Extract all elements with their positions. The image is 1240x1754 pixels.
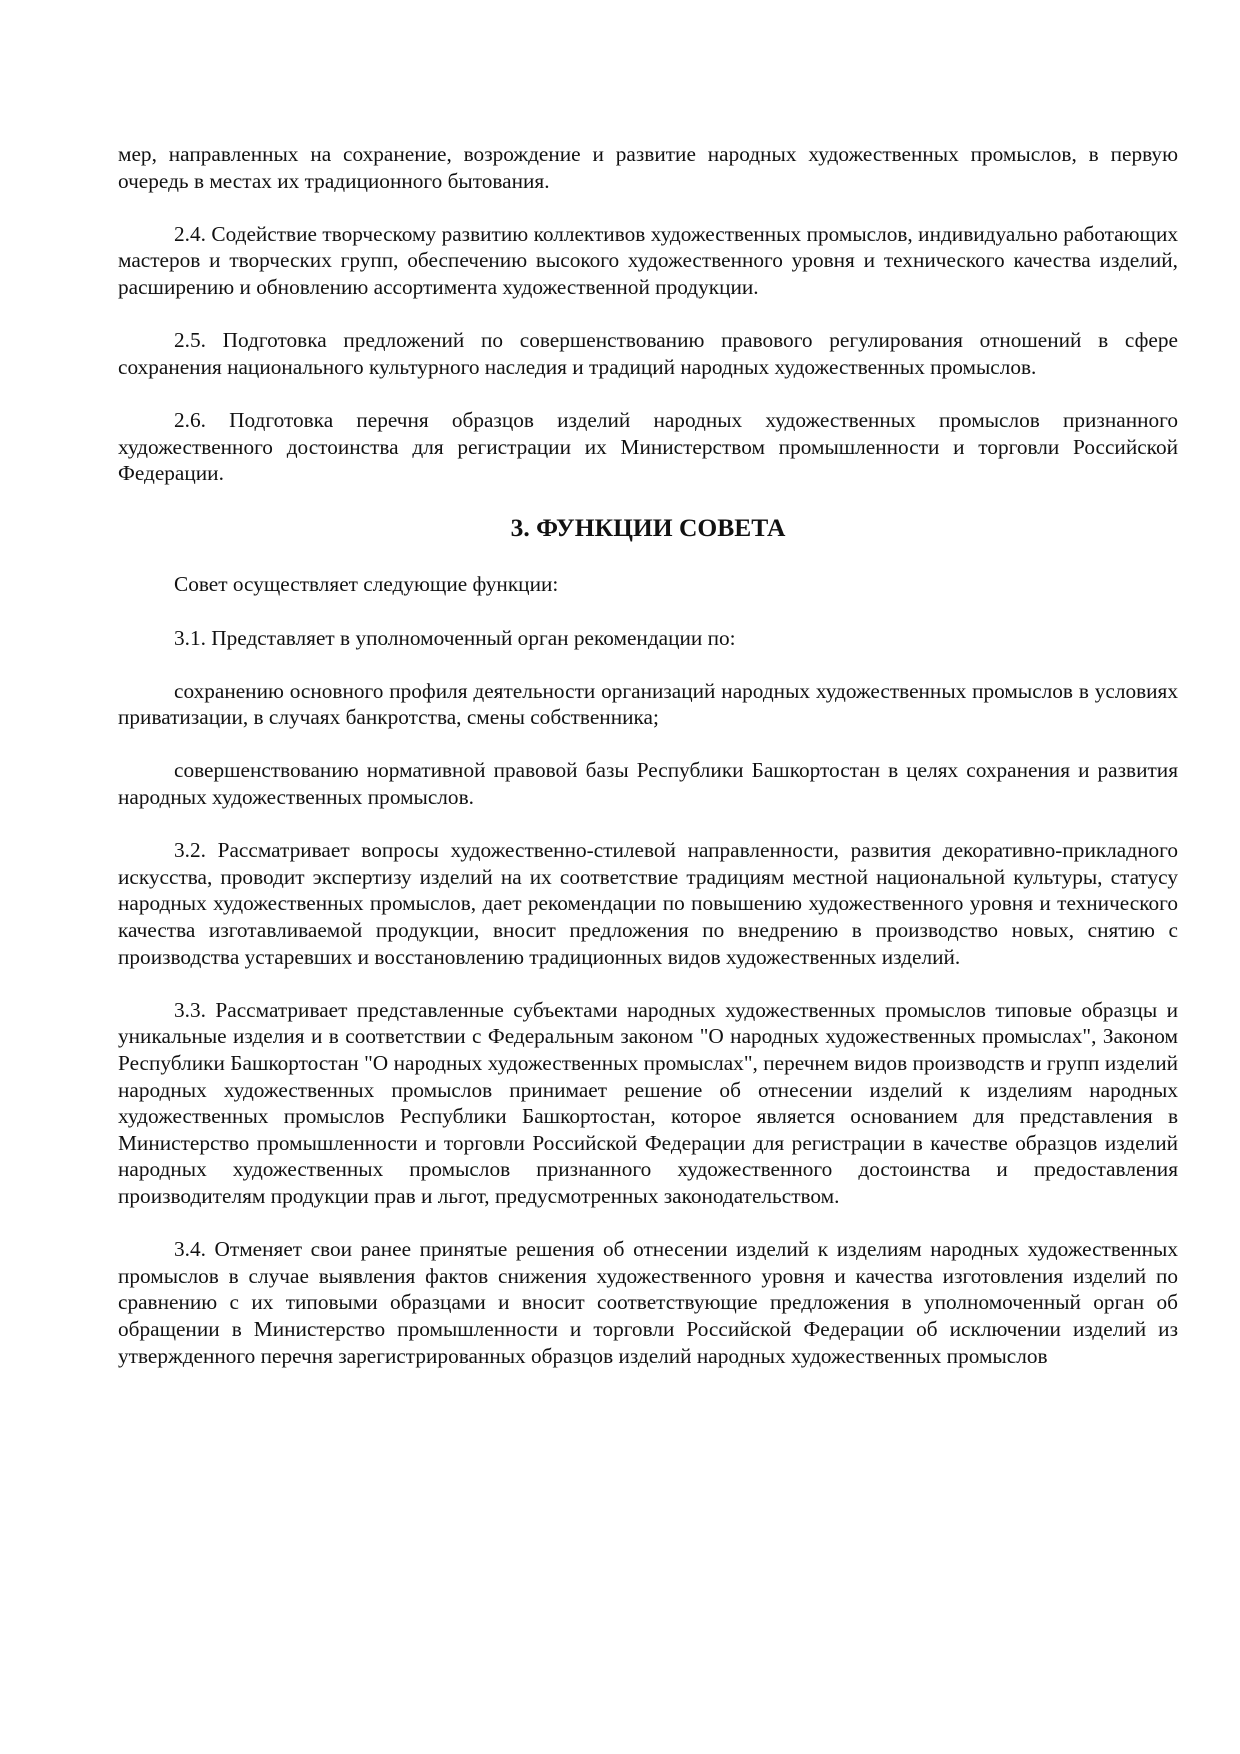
paragraph-2-3-continuation: мер, направленных на сохранение, возрождение и развитие народных художественных промыслов, в первую очередь в местах их традиционного бытования. (118, 142, 1178, 193)
paragraph-3-2: 3.2. Рассматривает вопросы художественно-стилевой направленности, развития декоративно-прикладного искусства, проводит экспертизу изделий на их соответствие традициям местной национальной культуры, статусу народных художественных промыслов, дает рекомендации по повышению художественного уровня и технического качества изготавливаемой продукции, вносит предложения по внедрению в производство новых, снятию с производства устаревших и восстановлению традиционных видов художественных изделий. (118, 838, 1178, 969)
paragraph-2-5: 2.5. Подготовка предложений по совершенствованию правового регулирования отношений в сфере сохранения национального культурного наследия и традиций народных художественных промыслов. (118, 328, 1178, 379)
paragraph-2-4: 2.4. Содействие творческому развитию коллективов художественных промыслов, индивидуально работающих мастеров и творческих групп, обеспечению высокого художественного уровня и технического качества изделий, расширению и обновлению ассортимента художественной продукции. (118, 221, 1178, 299)
paragraph-3-1-item-b: совершенствованию нормативной правовой базы Республики Башкортостан в целях сохранения и развития народных художественных промыслов. (118, 758, 1178, 810)
section-heading-3: 3. ФУНКЦИИ СОВЕТА (510, 513, 786, 543)
document-page (118, 141, 1178, 1396)
paragraph-2-6: 2.6. Подготовка перечня образцов изделий народных художественных промыслов признанного художественного достоинства для регистрации их Министерством промышленности и торговли Российской Федерации. (118, 407, 1178, 486)
paragraph-3-1: 3.1. Представляет в уполномоченный орган рекомендации по: (174, 625, 736, 650)
paragraph-3-4: 3.4. Отменяет свои ранее принятые решения об отнесении изделий к изделиям народных художественных промыслов в случае выявления фактов снижения художественного уровня и качества изготовления изделий по сравнению с их типовыми образцами и вносит соответствующие предложения в уполномоченный орган об обращении в Министерство промышленности и торговли Российской Федерации об исключении изделий из утвержденного перечня зарегистрированных образцов изделий народных художественных промыслов (118, 1237, 1178, 1368)
paragraph-3-intro: Совет осуществляет следующие функции: (174, 572, 559, 597)
paragraph-3-3: 3.3. Рассматривает представленные субъектами народных художественных промыслов типовые образцы и уникальные изделия и в соответствии с Федеральным законом "О народных художественных промыслах", Законом Республики Башкортостан "О народных художественных промыслах", перечнем видов производств и групп изделий народных художественных промыслов принимает решение об отнесении изделий к изделиям народных художественных промыслов Республики Башкортостан, которое является основанием для представления в Министерство промышленности и торговли Российской Федерации для регистрации в качестве образцов изделий народных художественных промыслов признанного художественного достоинства и предоставления производителям продукции прав и льгот, предусмотренных законодательством. (118, 997, 1178, 1208)
paragraph-3-1-item-a: сохранению основного профиля деятельности организаций народных художественных промыслов в условиях приватизации, в случаях банкротства, смены собственника; (118, 678, 1178, 730)
